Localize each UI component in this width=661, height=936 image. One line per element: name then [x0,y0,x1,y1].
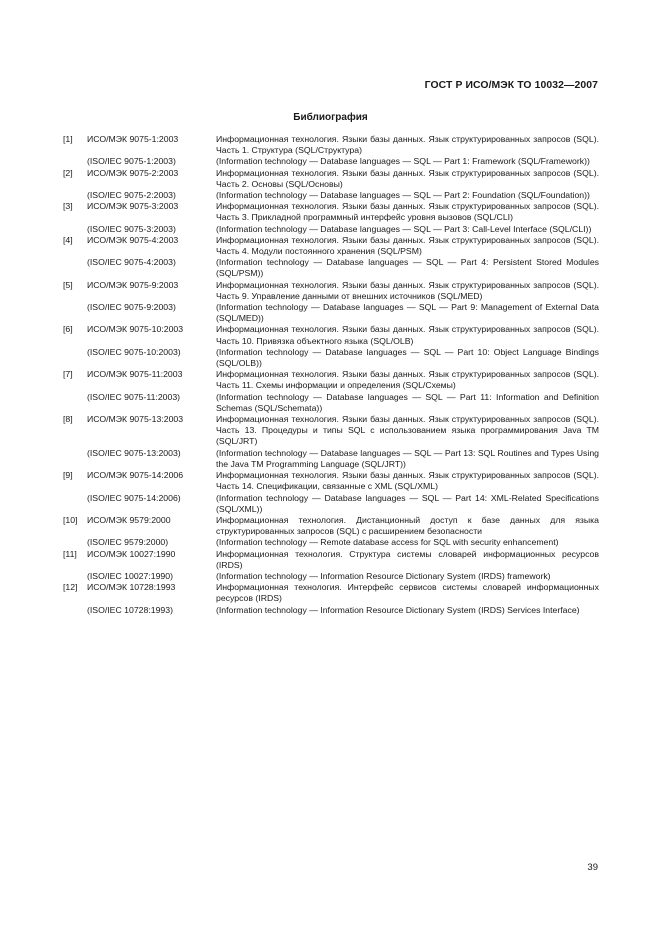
entry-description: (Information technology — Information Resource Dictionary System (IRDS) framework) [216,570,551,581]
page-number: 39 [587,862,598,873]
entry-number: [1] [63,134,73,144]
entry-number [63,571,87,582]
bibliography-entry [63,134,599,156]
bibliography-entry [63,414,599,448]
entry-number: [5] [63,279,73,290]
entry-number: [12] [63,582,78,593]
entry-number [63,605,87,616]
entry-description: Информационная технология. Языки базы данных. Язык структурированных запросов (SQL). Часть 1. Структура (SQL/Структура) [216,134,599,156]
entry-number [63,190,87,201]
entry-number [63,224,87,235]
standard-code: ИСО/МЭК 9075-10:2003 [87,324,184,335]
bibliography-entry [63,324,599,346]
standard-code: ИСО/МЭК 9075-4:2003 [87,234,179,245]
standard-code: ИСО/МЭК 9075-9:2003 [87,279,179,290]
entry-description: Информационная технология. Языки базы данных. Язык структурированных запросов (SQL). Часть 3. Прикладной программный интерфейс уровня вызовов (SQL/CLI) [216,201,599,223]
entry-description: Информационная технология. Языки базы данных. Язык структурированных запросов (SQL). Часть 14. Спецификации, связанные с XML (SQL/XML) [216,470,599,492]
bibliography-entry [63,224,599,235]
entry-number [63,392,87,414]
entry-description: Информационная технология. Интерфейс сервисов системы словарей информационных ресурсов (IRDS) [216,582,599,604]
entry-number: [11] [63,548,77,559]
standard-code: (ISO/IEC 9075-13:2003) [87,447,181,458]
entry-description: (Information technology — Database languages — SQL — Part 4: Persistent Stored Modules (SQL/PSM)) [216,257,599,279]
bibliography-entry [63,347,599,369]
standard-code: (ISO/IEC 9075-9:2003) [87,302,176,313]
entry-description: (Information technology — Database languages — SQL — Part 3: Call-Level Interface (SQL/CLI)) [216,223,592,234]
entry-number [63,257,87,279]
bibliography-entry [63,549,599,571]
bibliography-entry [63,257,599,279]
bibliography-entry [63,302,599,324]
bibliography-entry [63,493,599,515]
standard-code: (ISO/IEC 9075-3:2003) [87,223,176,234]
bibliography-entry [63,369,599,391]
bibliography-entry [63,448,599,470]
standard-code: ИСО/МЭК 10027:1990 [87,548,176,559]
bibliography-entry [63,156,599,167]
entry-number: [8] [63,414,73,425]
bibliography-entry [63,201,599,223]
standard-code: (ISO/IEC 9579:2000) [87,537,169,548]
entry-description: Информационная технология. Языки базы данных. Язык структурированных запросов (SQL). Часть 9. Управление данными от внешних источников (SQL/MED) [216,279,599,301]
standard-code: (ISO/IEC 10027:1990) [87,570,173,581]
entry-number: [2] [63,167,73,178]
entry-description: (Information technology — Remote database access for SQL with security enhancement) [216,537,559,548]
entry-number: [3] [63,201,73,212]
bibliography-entry [63,168,599,190]
entry-description: Информационная технология. Языки базы данных. Язык структурированных запросов (SQL). Часть 2. Основы (SQL/Основы) [216,167,599,189]
bibliography-entry [63,280,599,302]
entry-number [63,537,87,548]
standard-code: ИСО/МЭК 9075-14:2006 [87,470,184,481]
standard-code: ИСО/МЭК 9075-13:2003 [87,414,184,425]
standard-code: ИСО/МЭК 9075-11:2003 [87,369,183,380]
bibliography-entry [63,235,599,257]
standard-code: (ISO/IEC 9075-1:2003) [87,156,176,167]
bibliography-list [63,134,599,616]
standard-code: (ISO/IEC 9075-10:2003) [87,346,181,357]
bibliography-entry [63,392,599,414]
entry-number: [9] [63,470,73,481]
entry-description: (Information technology — Database languages — SQL — Part 10: Object Language Bindings (SQL/OLB)) [216,346,599,369]
entry-description: Информационная технология. Языки базы данных. Язык структурированных запросов (SQL). Часть 10. Привязка объектного языка (SQL/OLB) [216,324,599,346]
entry-description: (Information technology — Database languages — SQL — Part 2: Foundation (SQL/Foundation)) [216,190,590,201]
standard-code: ИСО/МЭК 9075-1:2003 [87,134,179,144]
standard-code: ИСО/МЭК 9579:2000 [87,514,171,525]
entry-description: Информационная технология. Языки базы данных. Язык структурированных запросов (SQL). Часть 4. Модули постоянного хранения (SQL/PSM) [216,234,599,257]
standard-code: ИСО/МЭК 9075-2:2003 [87,167,179,178]
document-header: ГОСТ Р ИСО/МЭК ТО 10032—2007 [424,80,598,91]
bibliography-entry [63,515,599,537]
standard-code: (ISO/IEC 9075-14:2006) [87,492,181,503]
entry-number [63,302,87,324]
bibliography-entry [63,470,599,492]
entry-number: [4] [63,234,73,245]
page-title: Библиография [293,112,368,123]
standard-code: (ISO/IEC 9075-4:2003) [87,257,176,268]
bibliography-entry [63,537,599,548]
entry-description: Информационная технология. Языки базы данных. Язык структурированных запросов (SQL). Часть 13. Процедуры и типы SQL с использованием языка программирования Java TM (SQL/JRT) [216,414,599,447]
entry-description: Информационная технология. Языки базы данных. Язык структурированных запросов (SQL). Часть 11. Схемы информации и определения (SQL/Схемы) [216,369,599,391]
entry-number [63,448,87,470]
entry-number [63,347,87,369]
entry-description: (Information technology — Database languages — SQL — Part 9: Management of External Data (SQL/MED)) [216,302,599,324]
entry-description: (Information technology — Database languages — SQL — Part 1: Framework (SQL/Framework)) [216,156,590,167]
entry-number [63,493,87,515]
standard-code: (ISO/IEC 9075-11:2003) [87,391,181,402]
entry-number: [10] [63,514,78,525]
entry-description: (Information technology — Database languages — SQL — Part 14: XML-Related Specifications (SQL/XML)) [216,492,599,514]
bibliography-entry [63,582,599,604]
standard-code: ИСО/МЭК 10728:1993 [87,582,176,593]
entry-description: (Information technology — Information Resource Dictionary System (IRDS) Services Interface) [216,604,580,615]
entry-description: Информационная технология. Дистанционный доступ к базе данных для языка структурированных запросов (SQL) с расширением безопасности [216,514,599,537]
entry-number: [6] [63,324,73,335]
bibliography-entry [63,571,599,582]
entry-description: (Information technology — Database languages — SQL — Part 11: Information and Definition Schemas (SQL/Schemata)) [216,391,599,413]
bibliography-entry [63,190,599,201]
standard-code: (ISO/IEC 10728:1993) [87,604,173,615]
entry-number [63,156,87,167]
entry-description: Информационная технология. Структура системы словарей информационных ресурсов (IRDS) [216,548,599,570]
bibliography-entry [63,605,599,616]
standard-code: ИСО/МЭК 9075-3:2003 [87,201,179,212]
standard-code: (ISO/IEC 9075-2:2003) [87,190,176,201]
entry-number: [7] [63,369,73,380]
entry-description: (Information technology — Database languages — SQL — Part 13: SQL Routines and Types Using the Java TM Programming Language (SQL/JRT)) [216,447,599,469]
